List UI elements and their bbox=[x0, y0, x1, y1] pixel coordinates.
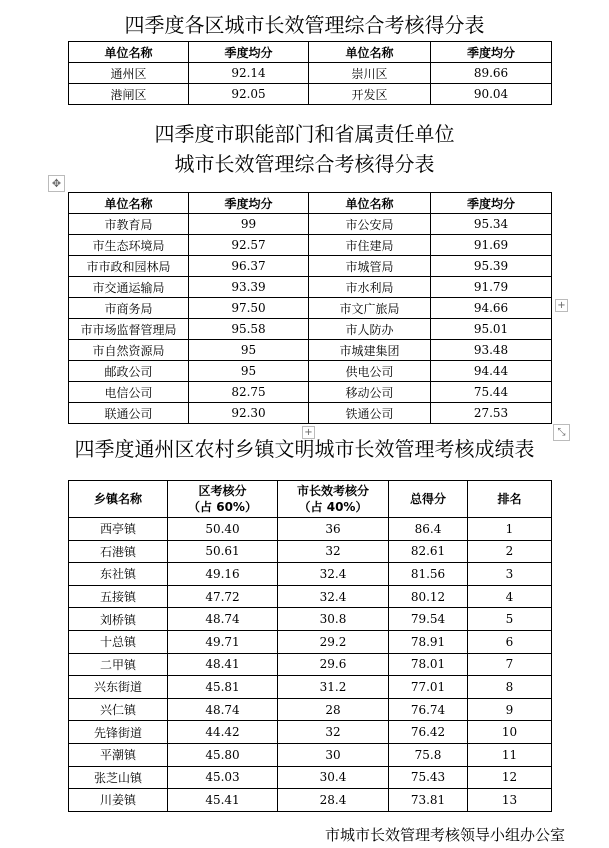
table-cell: 市人防办 bbox=[309, 319, 431, 340]
column-header: 季度均分 bbox=[189, 193, 309, 214]
table-cell: 川姜镇 bbox=[69, 789, 168, 812]
table-cell: 市市场监督管理局 bbox=[69, 319, 189, 340]
table-cell: 50.61 bbox=[168, 540, 278, 563]
table-cell: 10 bbox=[468, 721, 552, 744]
table-cell: 48.74 bbox=[168, 608, 278, 631]
table-cell: 13 bbox=[468, 789, 552, 812]
table-cell: 1 bbox=[468, 518, 552, 541]
table-row bbox=[69, 277, 552, 298]
column-header: 市长效考核分 （占 40%） bbox=[278, 481, 389, 518]
table-cell: 市交通运输局 bbox=[69, 277, 189, 298]
table-cell: 市自然资源局 bbox=[69, 340, 189, 361]
table-cell: 91.69 bbox=[431, 235, 552, 256]
table-row bbox=[69, 84, 552, 105]
table-cell: 95.34 bbox=[431, 214, 552, 235]
table-cell: 82.61 bbox=[389, 540, 468, 563]
table-cell: 移动公司 bbox=[309, 382, 431, 403]
table-cell: 28.4 bbox=[278, 789, 389, 812]
table-cell: 12 bbox=[468, 766, 552, 789]
table-move-handle[interactable]: ✥ bbox=[48, 175, 65, 192]
table-cell: 通州区 bbox=[69, 63, 189, 84]
table-header-row bbox=[69, 42, 552, 63]
table-cell: 73.81 bbox=[389, 789, 468, 812]
add-row-button[interactable]: + bbox=[302, 426, 315, 439]
table-cell: 32 bbox=[278, 721, 389, 744]
table-row bbox=[69, 63, 552, 84]
table-cell: 28 bbox=[278, 698, 389, 721]
column-header: 季度均分 bbox=[189, 42, 309, 63]
table-row bbox=[69, 256, 552, 277]
table-cell: 99 bbox=[189, 214, 309, 235]
table-cell: 市生态环境局 bbox=[69, 235, 189, 256]
table-cell: 十总镇 bbox=[69, 630, 168, 653]
table-cell: 32.4 bbox=[278, 563, 389, 586]
table-cell: 49.16 bbox=[168, 563, 278, 586]
table-cell: 31.2 bbox=[278, 676, 389, 699]
table-cell: 5 bbox=[468, 608, 552, 631]
table-cell: 30.8 bbox=[278, 608, 389, 631]
table-cell: 91.79 bbox=[431, 277, 552, 298]
table-cell: 95.58 bbox=[189, 319, 309, 340]
table-cell: 五接镇 bbox=[69, 585, 168, 608]
table-cell: 76.42 bbox=[389, 721, 468, 744]
column-header: 乡镇名称 bbox=[69, 481, 168, 518]
table-cell: 97.50 bbox=[189, 298, 309, 319]
table-row bbox=[69, 214, 552, 235]
table2-title-line1: 四季度市职能部门和省属责任单位 bbox=[154, 122, 455, 146]
table-cell: 79.54 bbox=[389, 608, 468, 631]
table-cell: 先锋街道 bbox=[69, 721, 168, 744]
column-header: 单位名称 bbox=[69, 193, 189, 214]
table-cell: 86.4 bbox=[389, 518, 468, 541]
table-cell: 石港镇 bbox=[69, 540, 168, 563]
table-cell: 东社镇 bbox=[69, 563, 168, 586]
table-header-row bbox=[69, 481, 552, 518]
table-cell: 93.48 bbox=[431, 340, 552, 361]
table-cell: 94.44 bbox=[431, 361, 552, 382]
table3-title: 四季度通州区农村乡镇文明城市长效管理考核成绩表 bbox=[74, 437, 535, 461]
table-cell: 崇川区 bbox=[309, 63, 431, 84]
table-cell: 92.05 bbox=[189, 84, 309, 105]
table-cell: 市商务局 bbox=[69, 298, 189, 319]
table-row bbox=[69, 563, 552, 586]
table-row bbox=[69, 608, 552, 631]
table-cell: 29.2 bbox=[278, 630, 389, 653]
table-cell: 90.04 bbox=[431, 84, 552, 105]
table-cell: 75.8 bbox=[389, 743, 468, 766]
table-cell: 港闸区 bbox=[69, 84, 189, 105]
column-header: 单位名称 bbox=[309, 42, 431, 63]
table-row bbox=[69, 676, 552, 699]
table-cell: 94.66 bbox=[431, 298, 552, 319]
add-column-button[interactable]: + bbox=[555, 299, 568, 312]
table-header-row bbox=[69, 193, 552, 214]
table-cell: 市公安局 bbox=[309, 214, 431, 235]
table-cell: 82.75 bbox=[189, 382, 309, 403]
column-header: 季度均分 bbox=[431, 42, 552, 63]
table-row bbox=[69, 540, 552, 563]
table-cell: 二甲镇 bbox=[69, 653, 168, 676]
table-row bbox=[69, 789, 552, 812]
table-cell: 6 bbox=[468, 630, 552, 653]
table-cell: 市文广旅局 bbox=[309, 298, 431, 319]
table-cell: 78.91 bbox=[389, 630, 468, 653]
table-cell: 西亭镇 bbox=[69, 518, 168, 541]
table-cell: 市市政和园林局 bbox=[69, 256, 189, 277]
table-cell: 76.74 bbox=[389, 698, 468, 721]
column-header: 排名 bbox=[468, 481, 552, 518]
column-header: 总得分 bbox=[389, 481, 468, 518]
table-resize-handle[interactable]: ⤡ bbox=[553, 424, 570, 441]
table-cell: 92.57 bbox=[189, 235, 309, 256]
table-cell: 市城建集团 bbox=[309, 340, 431, 361]
table-cell: 93.39 bbox=[189, 277, 309, 298]
table-cell: 7 bbox=[468, 653, 552, 676]
table-cell: 平潮镇 bbox=[69, 743, 168, 766]
table-cell: 27.53 bbox=[431, 403, 552, 424]
table-cell: 市城管局 bbox=[309, 256, 431, 277]
table-cell: 11 bbox=[468, 743, 552, 766]
table-cell: 兴仁镇 bbox=[69, 698, 168, 721]
table-cell: 78.01 bbox=[389, 653, 468, 676]
column-header: 区考核分 （占 60%） bbox=[168, 481, 278, 518]
table-cell: 96.37 bbox=[189, 256, 309, 277]
table-cell: 市住建局 bbox=[309, 235, 431, 256]
table-row bbox=[69, 630, 552, 653]
table-cell: 铁通公司 bbox=[309, 403, 431, 424]
table-cell: 开发区 bbox=[309, 84, 431, 105]
table-cell: 36 bbox=[278, 518, 389, 541]
table-row bbox=[69, 585, 552, 608]
table-cell: 44.42 bbox=[168, 721, 278, 744]
department-score-table bbox=[68, 192, 552, 424]
table-cell: 50.40 bbox=[168, 518, 278, 541]
table-cell: 8 bbox=[468, 676, 552, 699]
table-cell: 81.56 bbox=[389, 563, 468, 586]
table-cell: 4 bbox=[468, 585, 552, 608]
column-header: 单位名称 bbox=[69, 42, 189, 63]
table-cell: 电信公司 bbox=[69, 382, 189, 403]
table-cell: 市水利局 bbox=[309, 277, 431, 298]
table-row bbox=[69, 698, 552, 721]
table2-title-line2: 城市长效管理综合考核得分表 bbox=[174, 152, 435, 176]
table-cell: 89.66 bbox=[431, 63, 552, 84]
district-score-table bbox=[68, 41, 552, 105]
table-cell: 30 bbox=[278, 743, 389, 766]
table-row bbox=[69, 743, 552, 766]
table-row bbox=[69, 766, 552, 789]
table-cell: 95 bbox=[189, 340, 309, 361]
table-cell: 刘桥镇 bbox=[69, 608, 168, 631]
table-row bbox=[69, 361, 552, 382]
table-cell: 92.14 bbox=[189, 63, 309, 84]
table1-title: 四季度各区城市长效管理综合考核得分表 bbox=[124, 13, 485, 37]
table-cell: 联通公司 bbox=[69, 403, 189, 424]
table-cell: 32 bbox=[278, 540, 389, 563]
table-cell: 邮政公司 bbox=[69, 361, 189, 382]
table-cell: 80.12 bbox=[389, 585, 468, 608]
table-cell: 92.30 bbox=[189, 403, 309, 424]
table-cell: 32.4 bbox=[278, 585, 389, 608]
table-cell: 张芝山镇 bbox=[69, 766, 168, 789]
table-row bbox=[69, 382, 552, 403]
table-cell: 45.81 bbox=[168, 676, 278, 699]
table-row bbox=[69, 340, 552, 361]
table-cell: 30.4 bbox=[278, 766, 389, 789]
table-cell: 29.6 bbox=[278, 653, 389, 676]
table-row bbox=[69, 298, 552, 319]
table-cell: 48.41 bbox=[168, 653, 278, 676]
column-header: 季度均分 bbox=[431, 193, 552, 214]
table-row bbox=[69, 319, 552, 340]
table-cell: 2 bbox=[468, 540, 552, 563]
table-row bbox=[69, 721, 552, 744]
table-row bbox=[69, 653, 552, 676]
table-cell: 75.44 bbox=[431, 382, 552, 403]
table-cell: 兴东街道 bbox=[69, 676, 168, 699]
table-cell: 9 bbox=[468, 698, 552, 721]
table-cell: 95 bbox=[189, 361, 309, 382]
table-cell: 45.41 bbox=[168, 789, 278, 812]
table-cell: 45.03 bbox=[168, 766, 278, 789]
table-cell: 3 bbox=[468, 563, 552, 586]
table-cell: 供电公司 bbox=[309, 361, 431, 382]
table-row bbox=[69, 518, 552, 541]
table-row bbox=[69, 235, 552, 256]
column-header: 单位名称 bbox=[309, 193, 431, 214]
table-cell: 95.01 bbox=[431, 319, 552, 340]
table-cell: 47.72 bbox=[168, 585, 278, 608]
table-cell: 95.39 bbox=[431, 256, 552, 277]
table-cell: 49.71 bbox=[168, 630, 278, 653]
table-cell: 75.43 bbox=[389, 766, 468, 789]
table-cell: 市教育局 bbox=[69, 214, 189, 235]
table-row bbox=[69, 403, 552, 424]
table-cell: 48.74 bbox=[168, 698, 278, 721]
town-score-table bbox=[68, 480, 552, 812]
issuer-footer: 市城市长效管理考核领导小组办公室 bbox=[324, 826, 565, 844]
table-cell: 45.80 bbox=[168, 743, 278, 766]
table-cell: 77.01 bbox=[389, 676, 468, 699]
